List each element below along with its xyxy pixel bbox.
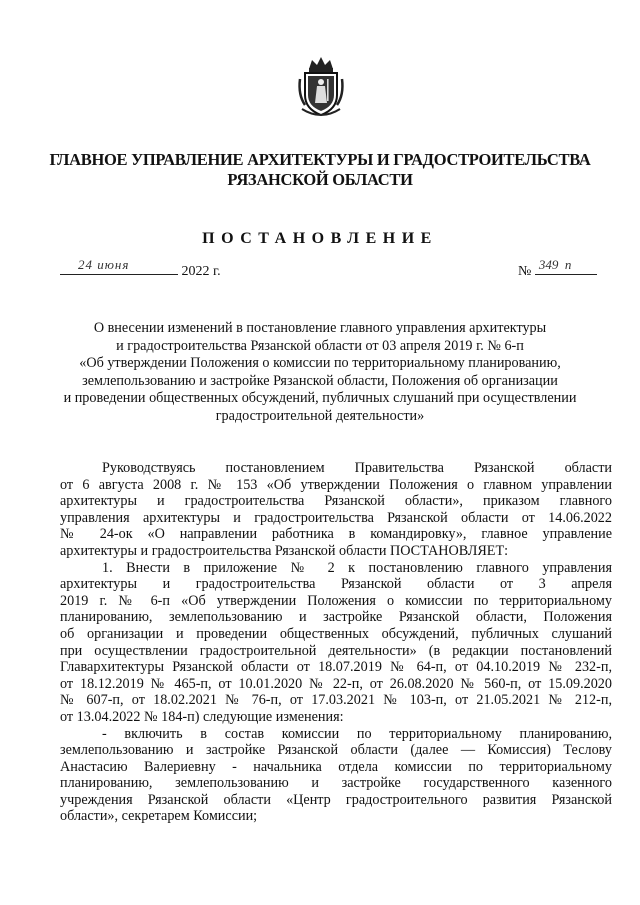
body-line: № 24-ок «О направлении работника в командировку», главное управление (60, 526, 612, 543)
number-blank (535, 257, 597, 275)
date-blank (60, 257, 178, 275)
subject-line: землепользованию и застройке Рязанской области, Положения об организации (82, 372, 558, 389)
body-line: 1. Внести в приложение № 2 к постановлению главного управления (102, 559, 612, 576)
body-line: планированию, землепользованию и застройке государственного казенного (60, 775, 612, 792)
body-line: области», секретарем Комиссии; (60, 808, 258, 825)
body-line: от 18.12.2019 № 465-п, от 10.01.2020 № 22-п, от 26.08.2020 № 560-п, от 15.09.2020 (60, 675, 612, 692)
ryazan-coat-of-arms-icon (296, 55, 346, 119)
body-line: архитектуры и градостроительства Рязанской области ПОСТАНОВЛЯЕТ: (60, 542, 509, 559)
body-line: от 13.04.2022 № 184-п) следующие изменения: (60, 708, 344, 725)
body-line: Руководствуясь постановлением Правительства Рязанской области (102, 460, 612, 476)
body-line: Анастасию Валериевну - начальника отдела комиссии по территориальному (60, 758, 612, 775)
subject-line: и градостроительства Рязанской области от 03 апреля 2019 г. № 6-п (116, 337, 524, 354)
body-line: архитектуры и градостроительства Рязанской области от 3 апреля (60, 576, 612, 593)
body-line: - включить в состав комиссии по территориальному планированию, (102, 725, 612, 742)
document-body (60, 460, 612, 825)
document-type-title: ПОСТАНОВЛЕНИЕ (202, 230, 438, 247)
subject-line: О внесении изменений в постановление главного управления архитектуры (93, 320, 547, 336)
subject-line: и проведении общественных обсуждений, публичных слушаний при осуществлении (63, 390, 577, 407)
document-subject (40, 320, 600, 426)
body-line: № 607-п, от 18.02.2021 № 76-п, от 17.03.2021 № 103-п, от 21.05.2021 № 212-п, (60, 692, 612, 709)
body-line: управления архитектуры и градостроительства Рязанской области от 14.06.2022 (60, 509, 612, 526)
document-date (60, 257, 221, 280)
number-sign: № (518, 264, 532, 279)
body-line: землепользованию и застройке Рязанской области (далее — Комиссия) Теслову (60, 742, 612, 759)
body-line: при осуществлении градостроительной деятельности» (в редакции постановлений (60, 642, 612, 659)
body-line: от 6 августа 2008 г. № 153 «Об утверждении Положения о главном управлении (60, 476, 612, 493)
handwritten-date: 24 июня (78, 257, 130, 272)
subject-line: «Об утверждении Положения о комиссии по территориальному планированию, (79, 355, 561, 372)
body-line: учреждения Рязанской области «Центр градостроительного развития Рязанской (60, 791, 612, 808)
date-year: 2022 г. (181, 264, 221, 279)
organization-name-line2: РЯЗАНСКОЙ ОБЛАСТИ (227, 170, 413, 189)
body-line: планированию, землепользованию и застройке Рязанской области, Положения (60, 609, 612, 626)
body-line: архитектуры и градостроительства Рязанской области», приказом главного (60, 493, 612, 510)
document-number (518, 257, 597, 280)
organization-name-line1: ГЛАВНОЕ УПРАВЛЕНИЕ АРХИТЕКТУРЫ И ГРАДОСТРОИТЕЛЬСТВА (49, 150, 591, 169)
body-line: об организации и проведении общественных обсуждений, публичных слушаний (60, 625, 612, 642)
body-line: 2019 г. № 6-п «Об утверждении Положения о комиссии по территориальному (60, 592, 612, 609)
handwritten-number: 349 п (538, 257, 572, 272)
body-line: Главархитектуры Рязанской области от 18.07.2019 № 64-п, от 04.10.2019 № 232-п, (60, 659, 612, 676)
subject-line: градостроительной деятельности» (215, 407, 425, 424)
